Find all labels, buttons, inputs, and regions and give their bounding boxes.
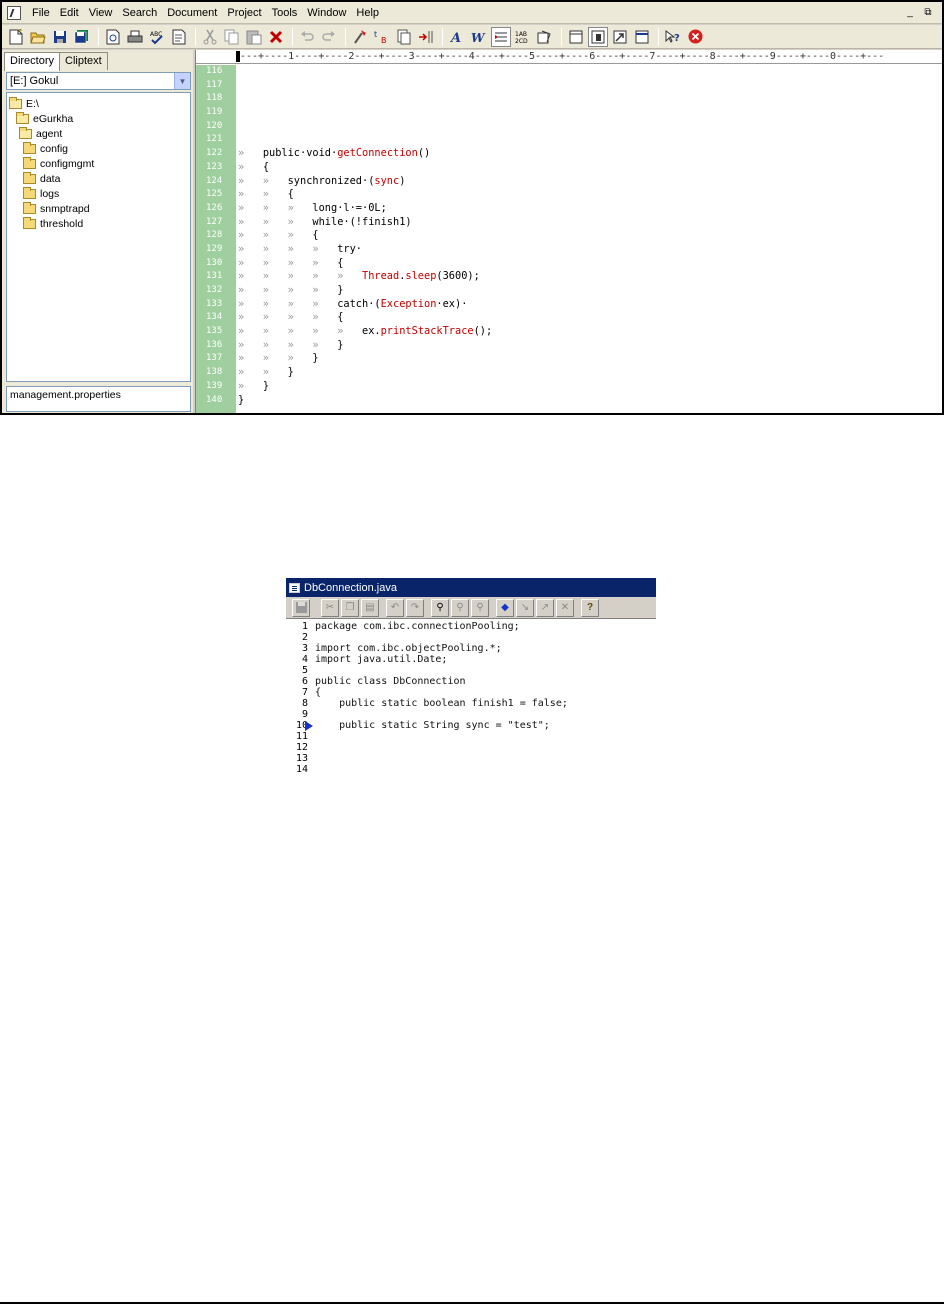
code-line: [286, 764, 656, 773]
svg-text:A: A: [451, 30, 462, 44]
code-line: » » » {: [238, 229, 319, 242]
line-number: 5: [301, 665, 308, 676]
db-toolbar: [286, 597, 656, 619]
line-number: 2: [301, 632, 308, 643]
clip-library-icon[interactable]: [588, 27, 608, 47]
word-wrap-icon[interactable]: [469, 27, 489, 47]
next-bookmark-icon[interactable]: ↘: [516, 599, 534, 617]
tree-item-label: configmgmt: [40, 157, 95, 170]
toolbar-separator: [98, 28, 99, 46]
code-line: [286, 643, 656, 654]
toolbar-separator: [658, 28, 659, 46]
code-line: » » » » {: [238, 256, 344, 269]
code-line: » {: [238, 160, 270, 173]
line-number: 13: [295, 753, 308, 764]
line-number: 120: [206, 120, 223, 131]
line-numbers-icon[interactable]: [513, 27, 533, 47]
redo-icon[interactable]: ↷: [406, 599, 424, 617]
view-mode-icon[interactable]: [535, 27, 555, 47]
toolbar: [2, 25, 942, 49]
find-icon[interactable]: [350, 27, 370, 47]
dbconnection-window: [286, 578, 656, 773]
toolbar-separator: [442, 28, 443, 46]
code-line: » » » while·(!finish1): [238, 215, 412, 228]
previous-bookmark-icon[interactable]: ↗: [536, 599, 554, 617]
tree-item[interactable]: [7, 186, 190, 201]
context-help-icon[interactable]: [663, 27, 683, 47]
current-line-arrow-icon: [305, 721, 313, 731]
tree-item-label: logs: [40, 187, 60, 200]
file-list: [6, 386, 191, 412]
folder-open-icon: [19, 129, 32, 139]
toolbar-separator: [292, 28, 293, 46]
line-number-gutter: [196, 65, 236, 413]
line-number: 1: [301, 621, 308, 632]
tree-item-label: E:\: [26, 97, 39, 110]
app-icon[interactable]: [7, 6, 21, 20]
drive-select[interactable]: [6, 72, 191, 90]
tab-directory[interactable]: Directory: [4, 52, 60, 71]
svg-text:ABC: ABC: [150, 30, 163, 38]
find-in-files-icon[interactable]: [394, 27, 414, 47]
line-number: 138: [206, 367, 223, 378]
code-text: [310, 742, 315, 753]
menu-edit[interactable]: Edit: [59, 6, 79, 19]
toolbar-separator: [195, 28, 196, 46]
code-line: » » » » }: [238, 338, 344, 351]
line-number: 116: [206, 66, 223, 76]
code-line: [286, 676, 656, 687]
find-next-icon[interactable]: ⚲: [451, 599, 469, 617]
code-line: [286, 621, 656, 632]
print-icon[interactable]: [125, 27, 145, 47]
paste-icon[interactable]: [244, 27, 264, 47]
page-footer-rule: [0, 1302, 944, 1304]
code-line: [286, 753, 656, 764]
toggle-bookmark-icon[interactable]: ◆: [496, 599, 514, 617]
menu-tools[interactable]: Tools: [271, 6, 298, 19]
code-line: [286, 654, 656, 665]
menu-document[interactable]: Document: [167, 6, 218, 19]
line-number: 9: [301, 709, 308, 720]
code-line: [238, 106, 938, 120]
code-line: » » » }: [238, 352, 319, 365]
code-line: [238, 120, 938, 134]
line-number-text: 10: [295, 720, 308, 731]
save-all-icon[interactable]: [72, 27, 92, 47]
window-icon[interactable]: [632, 27, 652, 47]
folder-icon: [23, 174, 36, 184]
line-number: 137: [206, 353, 223, 364]
folder-open-icon: [9, 99, 22, 109]
code-line: [286, 731, 656, 742]
folder-icon: [23, 144, 36, 154]
code-line: [238, 92, 938, 106]
tree-item[interactable]: [7, 171, 190, 186]
find-icon[interactable]: ⚲: [431, 599, 449, 617]
code-line: [286, 632, 656, 643]
ruler-marks: ---+----1----+----2----+----3----+----4----+----5----+----6----+----7----+----8----+----9----+----0----+---: [240, 51, 885, 62]
tree-item[interactable]: [7, 156, 190, 171]
code-text: [310, 632, 315, 643]
tree-item[interactable]: [7, 216, 190, 231]
code-text: import com.ibc.objectPooling.*;: [315, 643, 502, 654]
svg-text:W: W: [471, 30, 485, 44]
title-bar: [286, 578, 656, 597]
folder-icon: [23, 159, 36, 169]
code-text: package com.ibc.connectionPooling;: [315, 621, 520, 632]
find-previous-icon[interactable]: ⚲: [471, 599, 489, 617]
code-line: [286, 687, 656, 698]
svg-text:1AB: 1AB: [515, 30, 528, 38]
print-preview-icon[interactable]: [103, 27, 123, 47]
code-text: [310, 709, 315, 720]
chevron-down-icon[interactable]: ▼: [174, 73, 190, 89]
toolbar-gap: [312, 599, 314, 617]
window-title: DbConnection.java: [304, 581, 397, 594]
tree-item[interactable]: [7, 141, 190, 156]
code-editor[interactable]: [195, 50, 942, 413]
code-text: public static String sync = "test";: [315, 720, 550, 731]
document-properties-icon[interactable]: [169, 27, 189, 47]
line-number: 127: [206, 216, 223, 227]
line-number: 6: [301, 676, 308, 687]
line-number: 133: [206, 298, 223, 309]
line-number: 123: [206, 161, 223, 172]
cut-icon[interactable]: ✂: [321, 599, 339, 617]
java-file-icon: [289, 583, 300, 593]
svg-text:B: B: [381, 35, 387, 45]
tree-item-label: eGurkha: [33, 112, 74, 125]
tree-item-label: agent: [36, 127, 63, 140]
db-code-view[interactable]: [286, 619, 656, 773]
spell-check-icon[interactable]: [147, 27, 167, 47]
code-text: public static boolean finish1 = false;: [315, 698, 568, 709]
help-icon[interactable]: ?: [581, 599, 599, 617]
line-number: 11: [295, 731, 308, 742]
code-line: [238, 65, 938, 79]
code-line: » » » long·l·=·0L;: [238, 201, 387, 214]
open-folder-icon[interactable]: [28, 27, 48, 47]
tree-item[interactable]: [7, 126, 190, 141]
code-line: [238, 79, 938, 93]
code-line: » » » » }: [238, 284, 344, 296]
new-file-icon[interactable]: [6, 27, 26, 47]
line-number: 124: [206, 175, 223, 186]
line-number: [286, 720, 310, 731]
menu-window[interactable]: Window: [307, 6, 347, 19]
copy-icon[interactable]: [222, 27, 242, 47]
code-text: [310, 753, 315, 764]
file-list-icon[interactable]: [566, 27, 586, 47]
line-number: 131: [206, 271, 223, 282]
tree-item-label: snmptrapd: [40, 202, 90, 215]
menu-view[interactable]: View: [88, 6, 113, 19]
code-line: [286, 665, 656, 676]
menu-search[interactable]: Search: [122, 6, 158, 19]
svg-text:t: t: [374, 29, 378, 39]
line-number: 3: [301, 643, 308, 654]
code-line: » }: [238, 379, 270, 392]
font-icon[interactable]: [447, 27, 467, 47]
line-number: 14: [295, 764, 308, 773]
menu-bar: [2, 2, 942, 24]
undo-icon[interactable]: ↶: [386, 599, 404, 617]
drive-select-value: [E:] Gokul: [10, 75, 59, 87]
indent-icon[interactable]: [491, 27, 511, 47]
tree-item-label: threshold: [40, 217, 84, 230]
line-number: 139: [206, 380, 223, 391]
folder-icon: [23, 204, 36, 214]
line-number: 8: [301, 698, 308, 709]
code-line: » » » » » ex.printStackTrace();: [238, 325, 493, 338]
column-ruler: [196, 50, 943, 64]
clear-bookmarks-icon[interactable]: ✕: [556, 599, 574, 617]
save-icon[interactable]: [292, 599, 310, 617]
file-browser-panel: [2, 50, 193, 413]
code-line: » » » » » Thread.sleep(3600);: [238, 270, 480, 283]
code-line: » » » » catch·(Exception·ex)·: [238, 297, 468, 310]
line-number: 4: [301, 654, 308, 665]
code-text: {: [315, 687, 322, 698]
minimize-button[interactable]: _: [907, 6, 913, 18]
line-number: 125: [206, 189, 223, 200]
replace-icon[interactable]: [372, 27, 392, 47]
tree-item-label: data: [40, 172, 61, 185]
code-text: import java.util.Date;: [315, 654, 448, 665]
sidebar-tabs: [2, 50, 193, 70]
code-line: » » {: [238, 188, 294, 201]
code-text: [310, 764, 315, 773]
delete-icon[interactable]: [266, 27, 286, 47]
tree-item[interactable]: [7, 96, 190, 111]
restore-button[interactable]: ⧉: [924, 6, 932, 18]
copy-icon[interactable]: ❐: [341, 599, 359, 617]
tree-item[interactable]: [7, 111, 190, 126]
file-list-item[interactable]: management.properties: [10, 389, 121, 401]
toolbar-separator: [345, 28, 346, 46]
code-text: [310, 731, 315, 742]
tab-cliptext[interactable]: Cliptext: [59, 52, 108, 70]
folder-icon: [23, 189, 36, 199]
menu-help[interactable]: Help: [356, 6, 380, 19]
line-number: 122: [206, 148, 223, 159]
code-line: [286, 709, 656, 720]
folder-icon: [23, 219, 36, 229]
stop-icon[interactable]: [685, 27, 705, 47]
code-text: public class DbConnection: [315, 676, 466, 687]
code-line: [286, 698, 656, 709]
go-to-icon[interactable]: [416, 27, 436, 47]
line-number: 132: [206, 285, 223, 295]
editor-window: [0, 0, 944, 415]
code-line: » » }: [238, 366, 294, 379]
svg-text:2CD: 2CD: [515, 37, 528, 44]
line-number: 130: [206, 257, 223, 268]
code-line: }: [238, 393, 245, 406]
line-number: 118: [206, 93, 223, 104]
menu-file[interactable]: File: [32, 6, 50, 19]
code-lines: [238, 65, 938, 407]
line-number: 128: [206, 230, 223, 241]
line-number: 135: [206, 326, 223, 337]
line-number: 136: [206, 339, 223, 350]
undo-icon[interactable]: [297, 27, 317, 47]
tree-item-label: config: [40, 142, 69, 155]
line-number: 117: [206, 79, 223, 90]
line-number: 119: [206, 107, 223, 118]
tool-output-icon[interactable]: [610, 27, 630, 47]
line-number: 129: [206, 243, 223, 254]
toolbar-separator: [561, 28, 562, 46]
line-number: 12: [295, 742, 308, 753]
line-number: 7: [301, 687, 308, 698]
code-line: » » » » try·: [238, 242, 363, 255]
save-icon[interactable]: [50, 27, 70, 47]
line-number: 126: [206, 202, 223, 213]
line-number: 134: [206, 312, 223, 323]
code-line: » » » » {: [238, 311, 344, 324]
code-line: » » synchronized·(sync): [238, 174, 406, 187]
svg-text:?: ?: [674, 32, 680, 44]
redo-icon[interactable]: [319, 27, 339, 47]
code-line: [286, 720, 656, 731]
line-number: 121: [206, 134, 223, 145]
code-text: [310, 665, 315, 676]
folder-open-icon: [16, 114, 29, 124]
directory-tree: [6, 92, 191, 382]
paste-icon[interactable]: ▤: [361, 599, 379, 617]
code-line: [238, 133, 938, 147]
code-line: » public·void·getConnection(): [238, 147, 431, 160]
menu-project[interactable]: Project: [227, 6, 262, 19]
tree-item[interactable]: [7, 201, 190, 216]
line-number: 140: [206, 394, 223, 405]
code-line: [286, 742, 656, 753]
cut-icon[interactable]: [200, 27, 220, 47]
